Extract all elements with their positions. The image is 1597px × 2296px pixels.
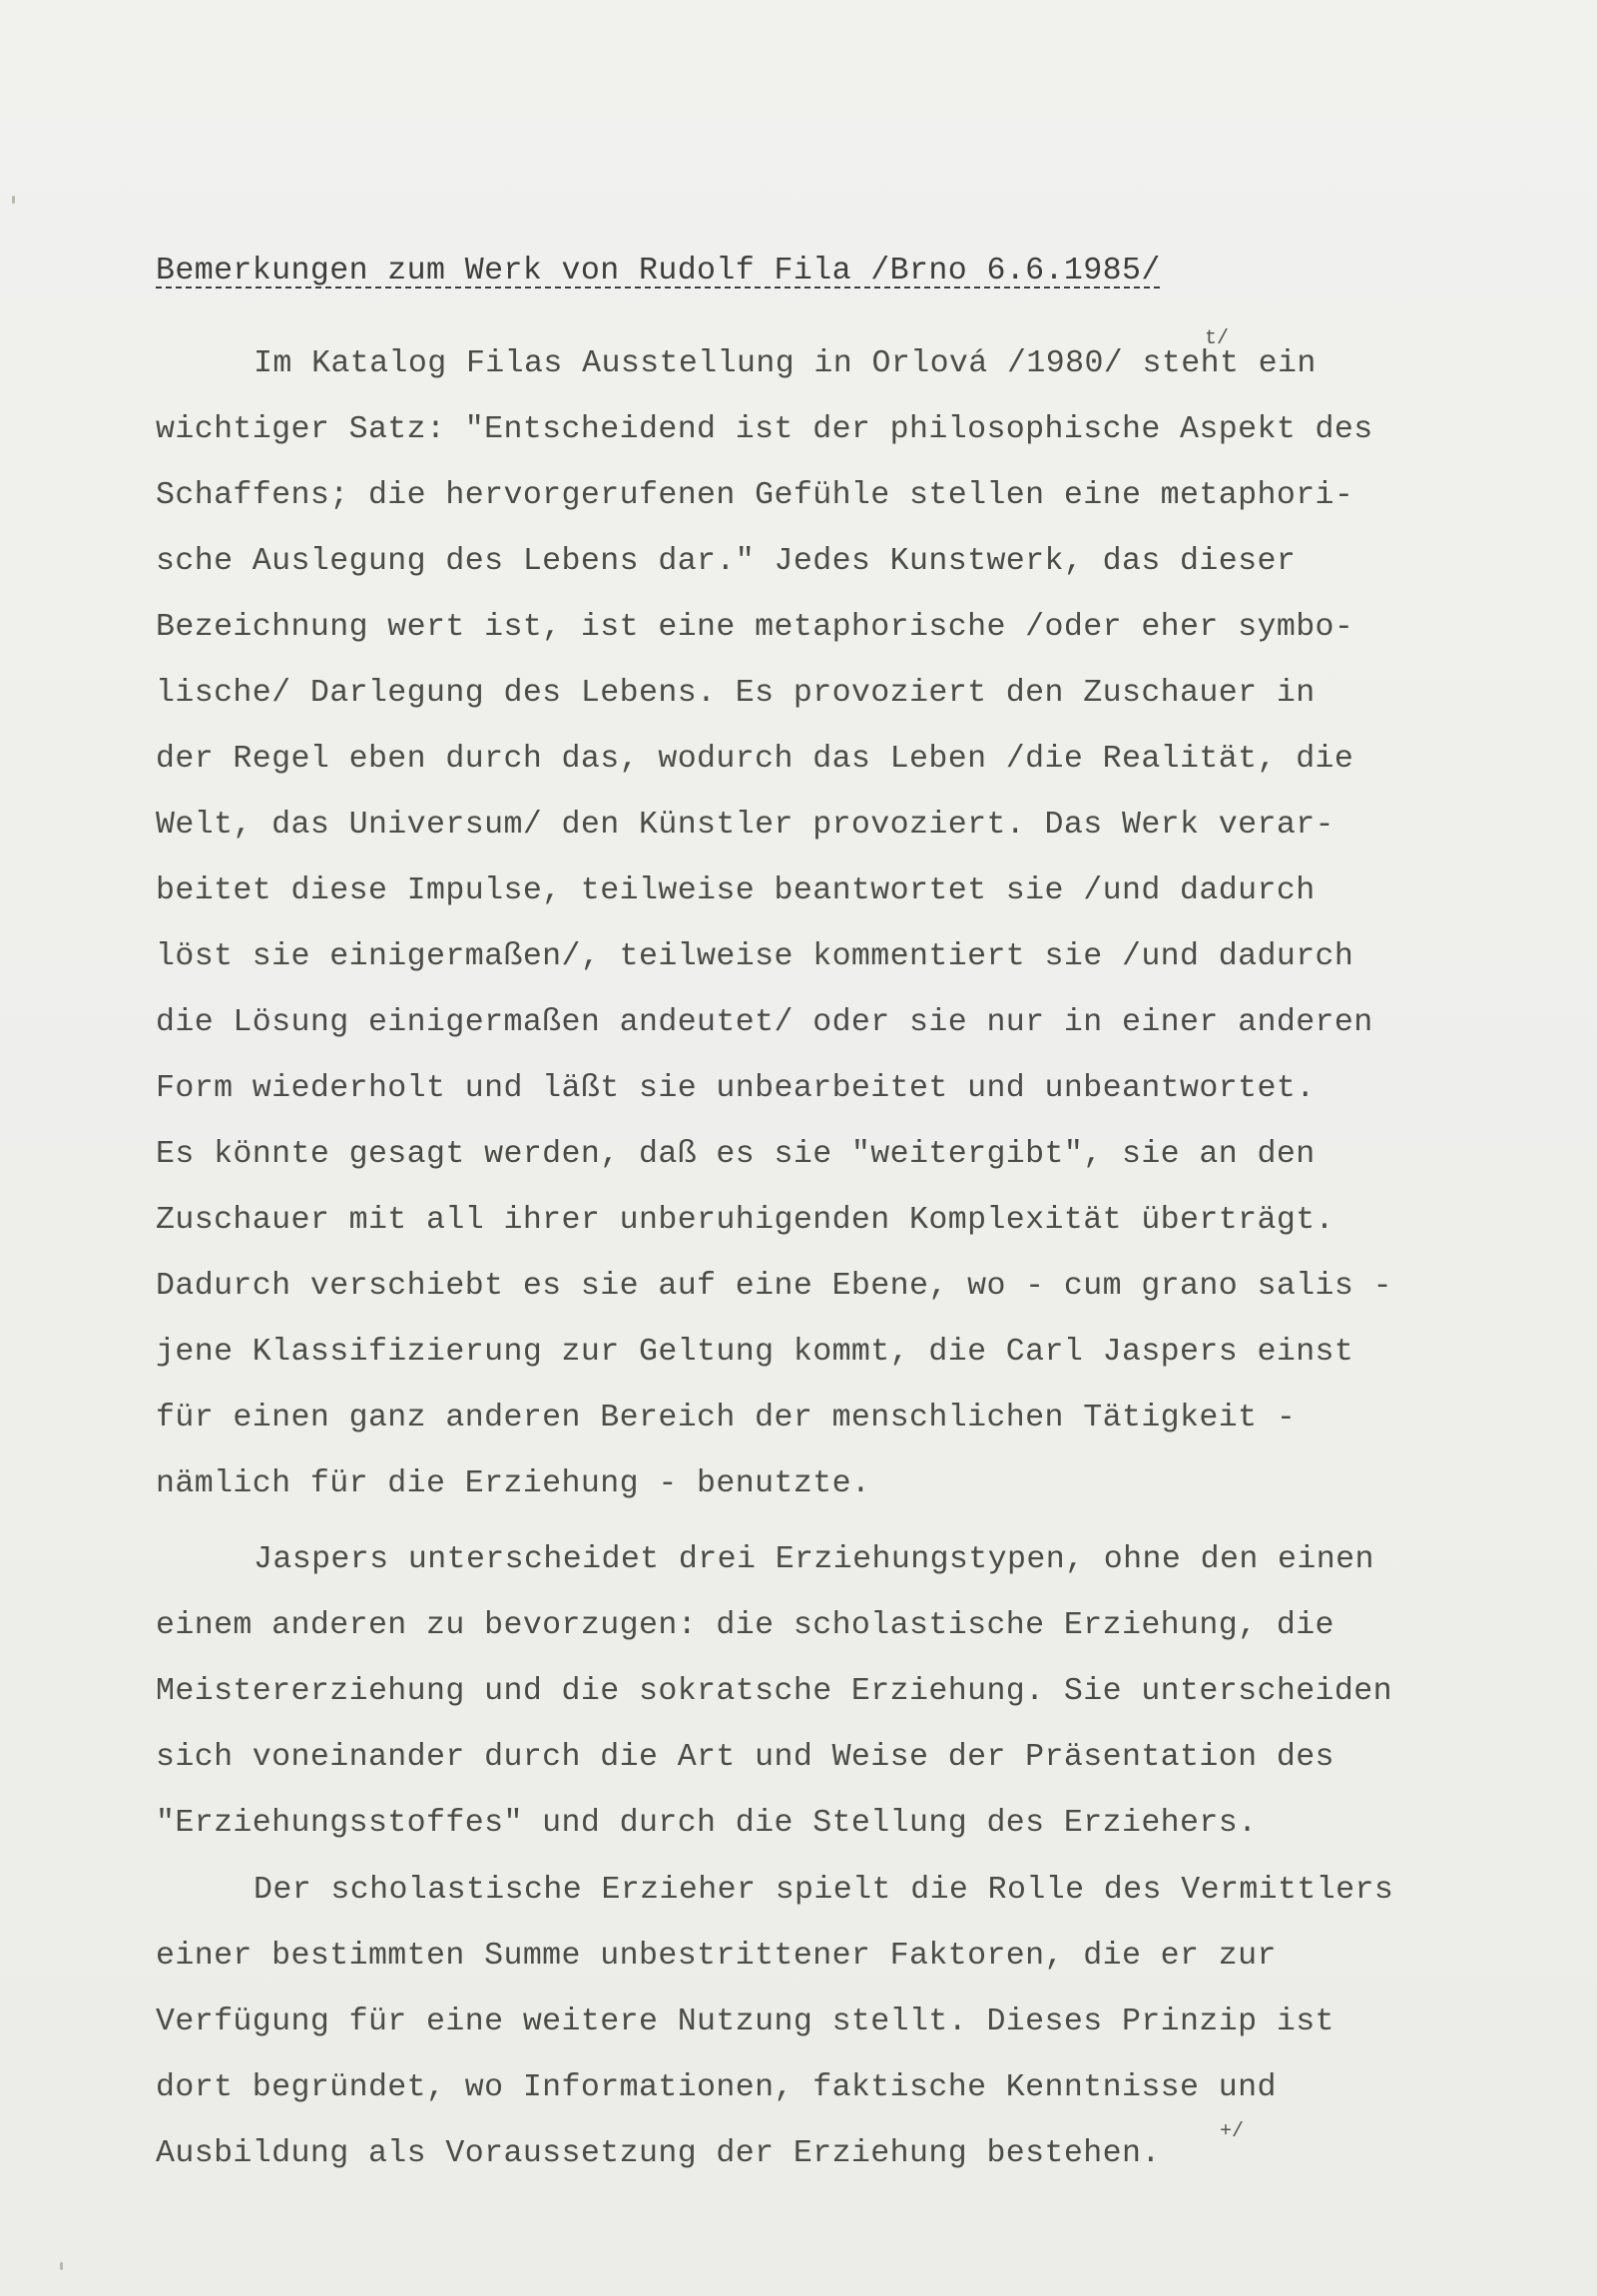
paragraph-line: der Regel eben durch das, wodurch das Leben /die Realität, die [156, 742, 1354, 777]
paragraph-line: Es könnte gesagt werden, daß es sie "weitergibt", sie an den [156, 1137, 1316, 1172]
paragraph-line: sche Auslegung des Lebens dar." Jedes Kunstwerk, das dieser [156, 544, 1297, 579]
paragraph-line: die Lösung einigermaßen andeutet/ oder sie nur in einer anderen [156, 1005, 1373, 1040]
paragraph-line: sich voneinander durch die Art und Weise der Präsentation des [156, 1740, 1334, 1775]
paragraph-line: Welt, das Universum/ den Künstler provoziert. Das Werk verar- [156, 808, 1334, 843]
paragraph-line: Dadurch verschiebt es sie auf eine Ebene, wo - cum grano salis - [156, 1269, 1392, 1304]
paragraph-line: löst sie einigermaßen/, teilweise kommentiert sie /und dadurch [156, 939, 1354, 974]
paper-speck [12, 196, 15, 204]
paragraph-line: nämlich für die Erziehung - benutzte. [156, 1466, 871, 1501]
paragraph-line: einem anderen zu bevorzugen: die scholastische Erziehung, die [156, 1608, 1334, 1643]
correction-mark: t/ [1205, 327, 1230, 350]
paragraph-line: jene Klassifizierung zur Geltung kommt, die Carl Jaspers einst [156, 1335, 1354, 1370]
paragraph-line: Schaffens; die hervorgerufenen Gefühle stellen eine metaphori- [156, 478, 1354, 513]
paragraph-line: Verfügung für eine weitere Nutzung stellt. Dieses Prinzip ist [156, 2005, 1334, 2039]
paragraph-line: beitet diese Impulse, teilweise beantwortet sie /und dadurch [156, 873, 1316, 908]
paragraph-1 [156, 331, 1473, 1517]
paragraph-line: Der scholastische Erzieher spielt die Rolle des Vermittlers [254, 1873, 1394, 1908]
paragraph-line: Jaspers unterscheidet drei Erziehungstypen, ohne den einen [254, 1542, 1374, 1577]
document-title: Bemerkungen zum Werk von Rudolf Fila /Brno 6.6.1985/ [156, 254, 1161, 288]
paragraph-line: Ausbildung als Voraussetzung der Erziehung bestehen. [156, 2136, 1161, 2171]
paragraph-line: Bezeichnung wert ist, ist eine metaphorische /oder eher symbo- [156, 610, 1354, 645]
paragraph-2 [156, 1527, 1473, 1857]
paragraph-line: "Erziehungsstoffes" und durch die Stellung des Erziehers. [156, 1806, 1258, 1841]
paragraph-line: für einen ganz anderen Bereich der menschlichen Tätigkeit - [156, 1401, 1297, 1435]
paragraph-line: lische/ Darlegung des Lebens. Es provoziert den Zuschauer in [156, 676, 1316, 711]
paragraph-line: Zuschauer mit all ihrer unberuhigenden Komplexität überträgt. [156, 1203, 1334, 1238]
paragraph-line: einer bestimmten Summe unbestrittener Faktoren, die er zur [156, 1939, 1277, 1974]
paragraph-line: wichtiger Satz: "Entscheidend ist der philosophische Aspekt des [156, 412, 1373, 447]
paragraph-line: dort begründet, wo Informationen, faktische Kenntnisse und [156, 2070, 1277, 2105]
paragraph-line: Im Katalog Filas Ausstellung in Orlová /1980/ steht ein [254, 346, 1317, 381]
paragraph-3 [156, 1858, 1473, 2187]
footnote-mark: +/ [1220, 2120, 1245, 2143]
paper-speck [60, 2262, 63, 2270]
paragraph-line: Form wiederholt und läßt sie unbearbeitet und unbeantwortet. [156, 1071, 1316, 1106]
paragraph-line: Meistererziehung und die sokratsche Erziehung. Sie unterscheiden [156, 1674, 1392, 1709]
